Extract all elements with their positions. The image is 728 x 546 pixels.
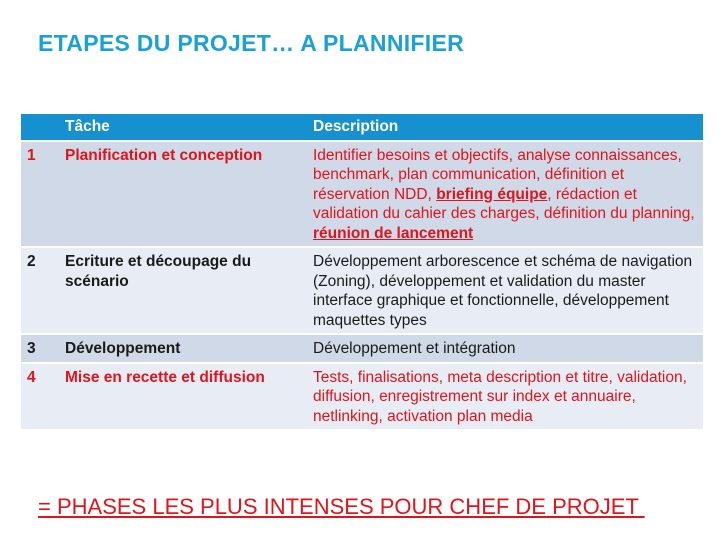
description-emphasis: briefing équipe (436, 185, 548, 203)
header-number (21, 114, 59, 141)
row-task: Ecriture et découpage du scénario (59, 247, 307, 334)
description-emphasis: réunion de lancement (313, 224, 474, 242)
row-task: Planification et conception (59, 141, 307, 248)
table-row (21, 334, 703, 363)
row-number: 2 (21, 247, 59, 334)
row-description: Tests, finalisations, meta description et titre, validation, diffusion, enregistrement sur index et annuaire, netlinking, activation plan media (307, 363, 703, 431)
row-description: Développement et intégration (307, 334, 703, 363)
header-task: Tâche (59, 114, 307, 141)
row-number: 4 (21, 363, 59, 431)
project-steps-table (21, 114, 703, 431)
table-row (21, 363, 703, 431)
table-header-row (21, 114, 703, 141)
legend-note: = PHASES LES PLUS INTENSES POUR CHEF DE PROJET (38, 494, 645, 519)
table-row (21, 141, 703, 248)
description-text: , rédaction et validation du cahier des charges, définition du planning, (313, 185, 695, 222)
header-description: Description (307, 114, 703, 141)
table-row (21, 247, 703, 334)
row-number: 1 (21, 141, 59, 248)
row-task: Développement (59, 334, 307, 363)
row-description: Développement arborescence et schéma de navigation (Zoning), développement et validation du master interface graphique et fonctionnelle, développement maquettes types (307, 247, 703, 334)
row-task: Mise en recette et diffusion (59, 363, 307, 431)
description-text: Identifier besoins et objectifs, analyse connaissances, benchmark, plan communication, définition et réservation NDD, (313, 146, 682, 203)
page-title: ETAPES DU PROJET… A PLANNIFIER (38, 30, 465, 56)
row-number: 3 (21, 334, 59, 363)
row-description (307, 141, 703, 248)
